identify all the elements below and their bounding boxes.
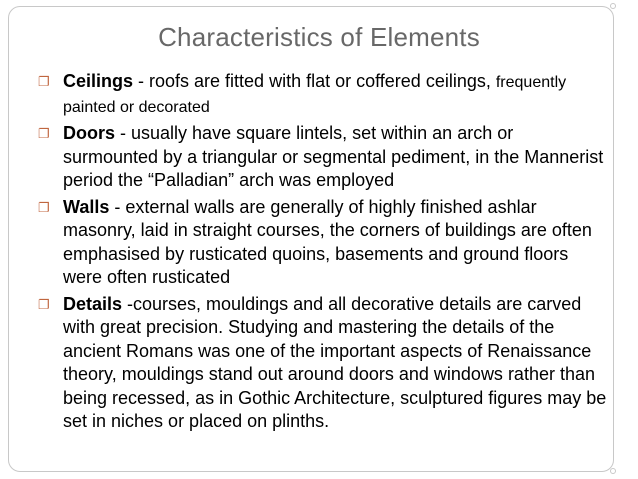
bullet-text: - usually have square lintels, set within an arch or surmounted by a triangular or segmental pediment, in the Mannerist period the “Palladian” arch was employed: [63, 123, 604, 190]
bullet-item-walls: [38, 196, 608, 290]
bullet-item-details: [38, 293, 608, 434]
slide-title: Characteristics of Elements: [158, 22, 480, 52]
square-bullet-icon: ❐: [38, 126, 50, 141]
bullet-term: Walls: [63, 196, 110, 217]
corner-dot-icon: [610, 468, 616, 474]
bullet-text-small: frequently painted or decorated: [63, 74, 567, 116]
bullet-term: Doors: [63, 123, 116, 143]
bullet-text: -courses, mouldings and all decorative details are carved with great precision. Studying and mastering the details of the ancient Romans was one of the important aspects of Renaissance theory, mouldings stand out around doors and windows rather than being recessed, as in Gothic Architecture, sculptured figures may be set in niches or placed on plinths.: [63, 293, 607, 431]
bullet-list: [38, 70, 608, 437]
square-bullet-icon: ❐: [38, 199, 50, 215]
bullet-term: Details: [63, 293, 123, 314]
bullet-text: - external walls are generally of highly finished ashlar masonry, laid in straight courses, the corners of buildings are often emphasised by rusticated quoins, basements and ground floors were often rusticated: [63, 196, 592, 287]
square-bullet-icon: ❐: [38, 296, 50, 312]
square-bullet-icon: ❐: [38, 74, 50, 89]
bullet-text: - roofs are fitted with flat or coffered ceilings,: [133, 71, 496, 91]
bullet-item-ceilings: [38, 70, 608, 119]
bullet-item-doors: [38, 122, 608, 193]
bullet-term: Ceilings: [63, 71, 134, 91]
corner-dot-icon: [610, 3, 616, 9]
